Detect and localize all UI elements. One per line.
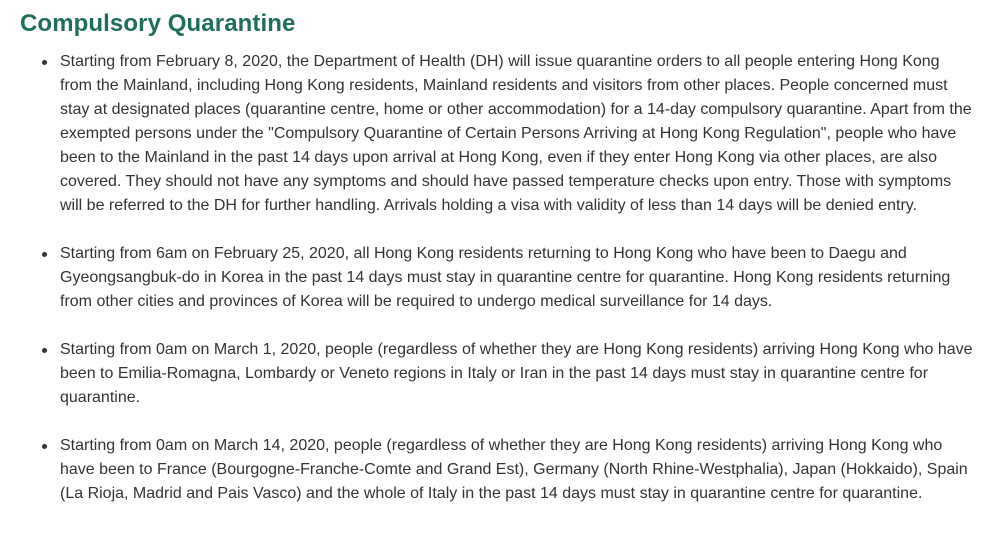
list-item-text: Starting from 0am on March 14, 2020, people (regardless of whether they are Hong Kong residents) arriving Hong Kong who have been to France (Bourgogne-Franche-Comte and Grand Est), Germany (North Rhine-Westphalia), Japan (Hokkaido), Spain (La Rioja, Madrid and Pais Vasco) and the whole of Italy in the past 14 days must stay in quarantine centre for quarantine. [60, 437, 968, 502]
list-item [20, 434, 981, 506]
bullet-icon [42, 60, 47, 65]
quarantine-bullet-list [20, 50, 981, 506]
bullet-icon [42, 444, 47, 449]
bullet-icon [42, 252, 47, 257]
list-item-text: Starting from 6am on February 25, 2020, all Hong Kong residents returning to Hong Kong who have been to Daegu and Gyeongsangbuk-do in Korea in the past 14 days must stay in quarantine centre for quarantine. Hong Kong residents returning from other cities and provinces of Korea will be required to undergo medical surveillance for 14 days. [60, 245, 951, 310]
bullet-icon [42, 348, 47, 353]
list-item-text: Starting from 0am on March 1, 2020, people (regardless of whether they are Hong Kong residents) arriving Hong Kong who have been to Emilia-Romagna, Lombardy or Veneto regions in Italy or Iran in the past 14 days must stay in quarantine centre for quarantine. [60, 341, 973, 406]
list-item [20, 242, 981, 314]
list-item-text: Starting from February 8, 2020, the Department of Health (DH) will issue quarantine orders to all people entering Hong Kong from the Mainland, including Hong Kong residents, Mainland residents and visitors from other places. People concerned must stay at designated places (quarantine centre, home or other accommodation) for a 14-day compulsory quarantine. Apart from the exempted persons under the "Compulsory Quarantine of Certain Persons Arriving at Hong Kong Regulation", people who have been to the Mainland in the past 14 days upon arrival at Hong Kong, even if they enter Hong Kong via other places, are also covered. They should not have any symptoms and should have passed temperature checks upon entry. Those with symptoms will be referred to the DH for further handling. Arrivals holding a visa with validity of less than 14 days will be denied entry. [60, 53, 972, 214]
list-item [20, 338, 981, 410]
list-item [20, 50, 981, 218]
section-title: Compulsory Quarantine [20, 10, 296, 37]
